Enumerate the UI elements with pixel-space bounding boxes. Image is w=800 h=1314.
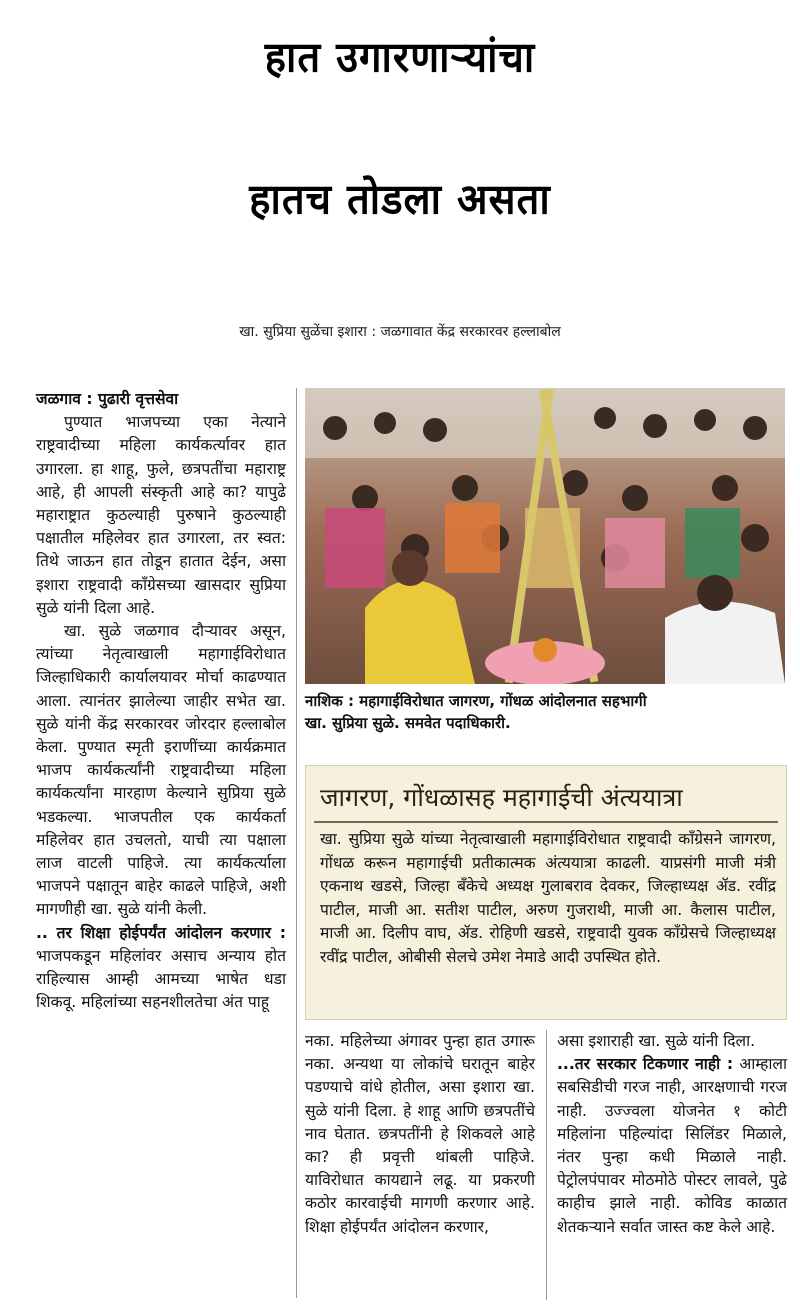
subhead-shiksha: .. तर शिक्षा होईपर्यंत आंदोलन करणार : <box>36 923 286 942</box>
news-photo <box>305 388 785 684</box>
article-paragraph-2: खा. सुळे जळगाव दौऱ्यावर असून, त्यांच्या नेतृत्वाखाली महागाईविरोधात जिल्हाधिकारी कार्यालयावर मोर्चा काढण्यात आला. त्यानंतर झालेल्या जाहीर सभेत खा. सुळे यांनी केंद्र सरकारवर जोरदार हल्लाबोल केला. पुण्यात स्मृती इराणींच्या कार्यक्रमात भाजप कार्यकर्त्यांनी राष्ट्रवादीच्या महिला कार्यकर्त्यांना मारहाण केल्याने सुप्रिया सुळे भडकल्या. भाजपतील एक कार्यकर्ता महिलेवर हात उचलतो, याची त्या पक्षाला लाज वाटली पाहिजे. त्या कार्यकर्त्याला भाजपने पक्षातून बाहेर काढले पाहिजे, अशी मागणीही खा. सुळे यांनी केली. <box>36 622 286 919</box>
middle-column <box>305 1030 535 1239</box>
box-body: खा. सुप्रिया सुळे यांच्या नेतृत्वाखाली महागाईविरोधात राष्ट्रवादी काँग्रेसने जागरण, गोंधळ करून महागाईची प्रतीकात्मक अंत्ययात्रा काढली. याप्रसंगी माजी मंत्री एकनाथ खडसे, जिल्हा बँकेचे अध्यक्ष गुलाबराव देवकर, जिल्हाध्यक्ष ॲड. रवींद्र पाटील, माजी आ. सतीश पाटील, अरुण गुजराथी, माजी आ. कैलास पाटील, माजी आ. दिलीप वाघ, ॲड. रोहिणी खडसे, राष्ट्रवादी युवक काँग्रेसचे जिल्हाध्यक्ष रवींद्र पाटील, ओबीसी सेलचे उमेश नेमाडे आदी उपस्थित होते. <box>320 830 776 966</box>
headline-line-1: हात उगारणाऱ्यांचा <box>264 33 536 83</box>
right-column-lead: असा इशाराही खा. सुळे यांनी दिला. <box>557 1032 756 1050</box>
crowd-photo-illustration <box>305 388 785 684</box>
right-column <box>557 1030 787 1239</box>
column-divider <box>296 388 297 1298</box>
article-paragraph-1: पुण्यात भाजपच्या एका नेत्याने राष्ट्रवादीच्या महिला कार्यकर्त्यावर हात उगारला. हा शाहू, फुले, छत्रपतींचा महाराष्ट्र आहे, ही आपली संस्कृती आहे का? यापुढे महाराष्ट्रात कुठल्याही पुरुषाने कुठल्याही पक्षातील महिलेवर हात उगारला, तर स्वत: तिथे जाऊन हात तोडून हातात देईन, असा इशारा राष्ट्रवादी काँग्रेसच्या खासदार सुप्रिया सुळे यांनी दिला आहे. <box>36 413 286 617</box>
article-paragraph-3: भाजपकडून महिलांवर असाच अन्याय होत राहिल्यास आम्ही आमच्या भाषेत धडा शिकवू. महिलांच्या सहनशीलतेचा अंत पाहू <box>36 946 286 1012</box>
column-divider-2 <box>546 1030 547 1300</box>
subheadline: खा. सुप्रिया सुळेंचा इशारा : जळगावात केंद्र सरकारवर हल्लाबोल <box>239 324 561 340</box>
photo-caption-line-2: खा. सुप्रिया सुळे. समवेत पदाधिकारी. <box>305 714 511 732</box>
headline-line-2: हातच तोडला असता <box>249 175 551 225</box>
box-title: जागरण, गोंधळासह महागाईची अंत्ययात्रा <box>320 783 683 812</box>
box-divider <box>314 821 778 823</box>
subhead-sarkar: ...तर सरकार टिकणार नाही : <box>557 1055 734 1074</box>
left-column <box>36 388 286 1014</box>
sidebar-box <box>305 765 787 1020</box>
photo-caption-line-1: नाशिक : महागाईविरोधात जागरण, गोंधळ आंदोलनात सहभागी <box>305 692 647 710</box>
dateline: जळगाव : पुढारी वृत्तसेवा <box>36 390 179 408</box>
middle-column-text: नका. महिलेच्या अंगावर पुन्हा हात उगारू नका. अन्यथा या लोकांचे घरातून बाहेर पडण्याचे वांधे होतील, असा इशारा खा. सुळे यांनी दिला. हे शाहू आणि छत्रपतींचे नाव घेतात. छत्रपतींनी हे शिकवले आहे का? ही प्रवृत्ती थांबली पाहिजे. याविरोधात कायद्याने लढू. या प्रकरणी कठोर कारवाईची मागणी करणार आहे. शिक्षा होईपर्यंत आंदोलन करणार, <box>305 1032 535 1236</box>
photo-caption <box>305 690 785 734</box>
right-column-text: आम्हाला सबसिडीची गरज नाही, आरक्षणाची गरज नाही. उज्ज्वला योजनेत १ कोटी महिलांना पहिल्यांदा सिलिंडर मिळाले, नंतर पुन्हा कधी मिळाले नाही. पेट्रोलपंपावर मोठमोठे पोस्टर लावले, पुढे काहीच झाले नाही. कोविड काळात शेतकऱ्याने सर्वात जास्त कष्ट केले आहे. <box>557 1055 787 1236</box>
